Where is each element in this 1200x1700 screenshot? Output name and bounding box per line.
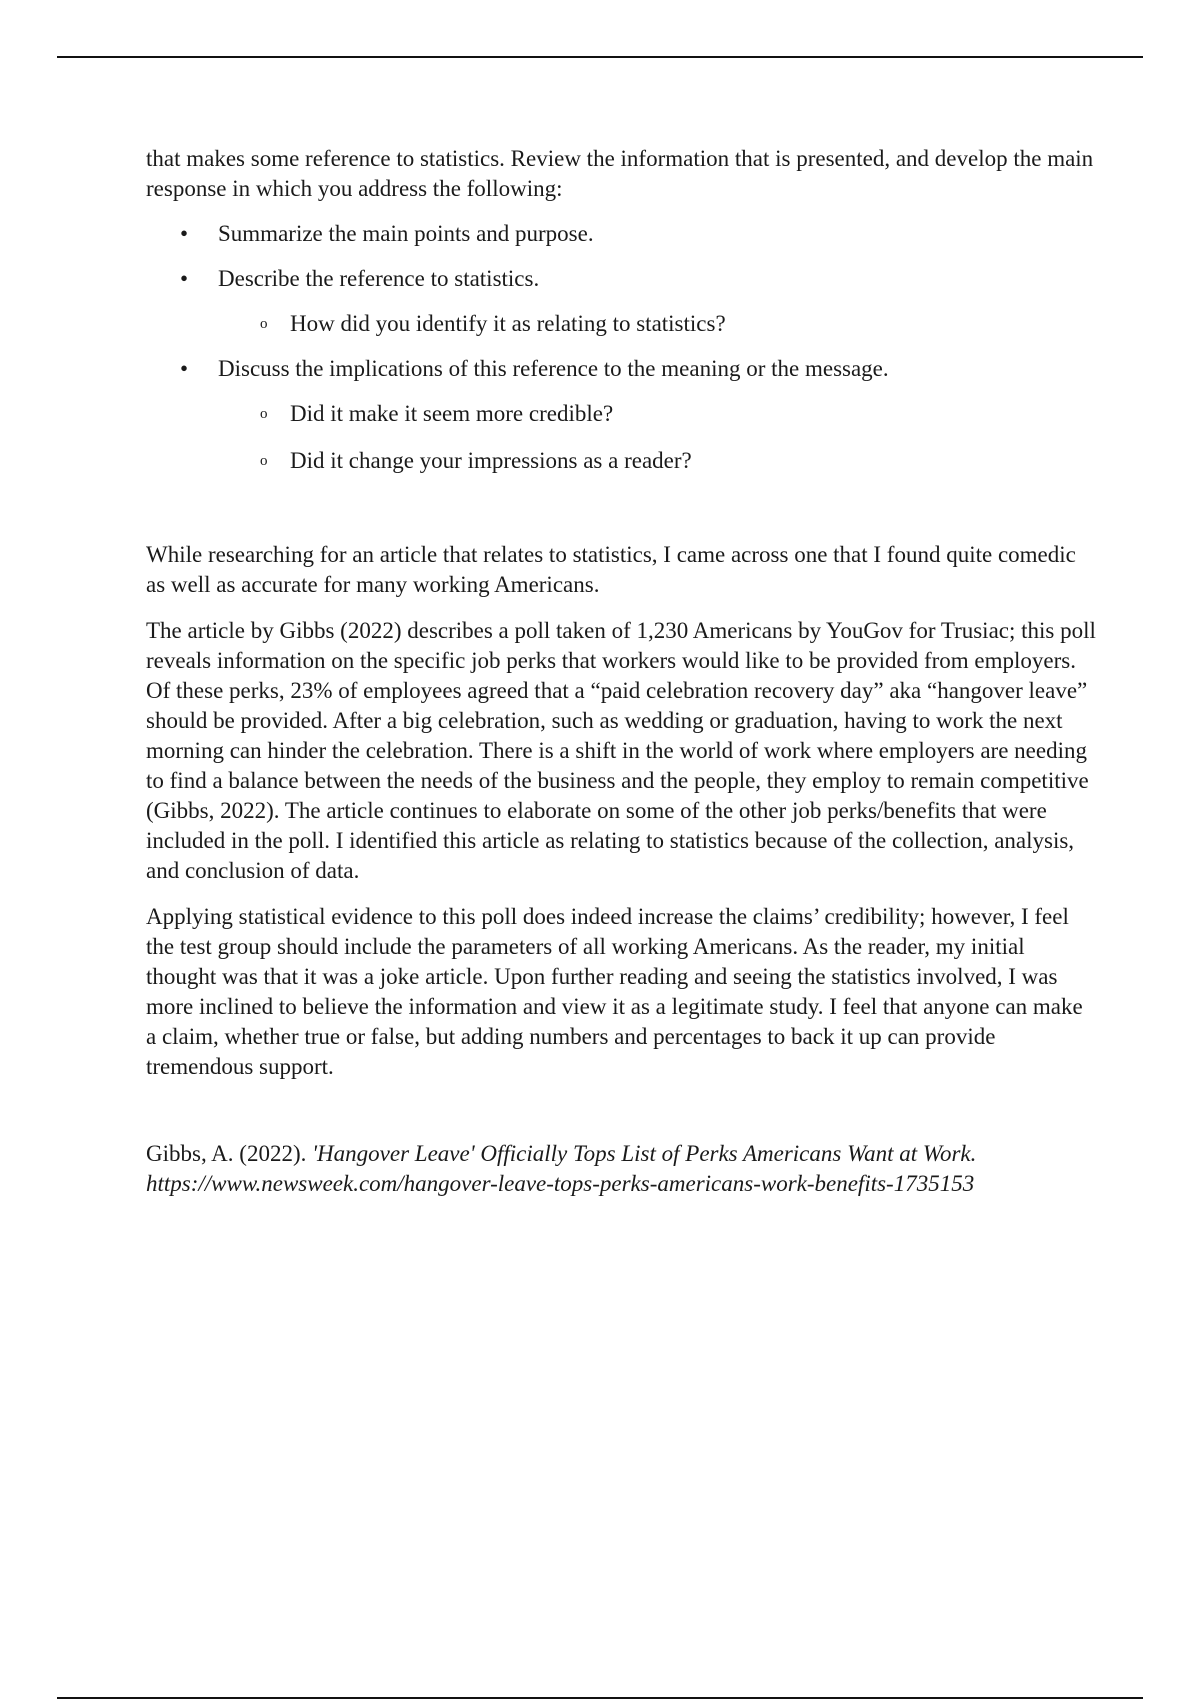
sub-bullet-text: Did it make it seem more credible? xyxy=(290,401,614,426)
bullet-marker: • xyxy=(180,356,189,381)
sub-bullet-marker: o xyxy=(260,453,268,469)
bullet-item xyxy=(146,219,1096,249)
response-section xyxy=(146,540,1096,1082)
reference-author-year: Gibbs, A. (2022). xyxy=(146,1141,313,1166)
response-paragraph: While researching for an article that relates to statistics, I came across one that I found quite comedic as well as accurate for many working Americans. xyxy=(146,542,1076,597)
bullet-text: Describe the reference to statistics. xyxy=(218,266,540,291)
sub-bullet-list xyxy=(218,309,1096,339)
sub-bullet-marker: o xyxy=(260,316,268,332)
bullet-marker: • xyxy=(180,221,189,246)
document-body xyxy=(146,144,1096,1199)
reference-entry xyxy=(146,1139,1096,1199)
prompt-intro: that makes some reference to statistics. Review the information that is presented, and develop the main response in which you address the following: xyxy=(146,146,1094,201)
sub-bullet-item xyxy=(218,309,1096,339)
sub-bullet-list xyxy=(218,399,1096,476)
sub-bullet-text: Did it change your impressions as a reader? xyxy=(290,448,692,473)
bullet-item xyxy=(146,354,1096,476)
sub-bullet-item xyxy=(218,446,1096,476)
top-rule xyxy=(57,56,1143,58)
response-paragraph: The article by Gibbs (2022) describes a poll taken of 1,230 Americans by YouGov for Trusiac; this poll reveals information on the specific job perks that workers would like to be provided from employers. Of these perks, 23% of employees agreed that a “paid celebration recovery day” aka “hangover leave” should be provided. After a big celebration, such as wedding or graduation, having to work the next morning can hinder the celebration. There is a shift in the world of work where employers are needing to find a balance between the needs of the business and the people, they employ to remain competitive (Gibbs, 2022). The article continues to elaborate on some of the other job perks/benefits that were included in the poll. I identified this article as relating to statistics because of the collection, analysis, and conclusion of data. xyxy=(146,618,1096,883)
bullet-text: Summarize the main points and purpose. xyxy=(218,221,594,246)
sub-bullet-marker: o xyxy=(260,406,268,422)
reference-title: 'Hangover Leave' Officially Tops List of Perks Americans Want at Work. xyxy=(312,1141,977,1166)
response-paragraph: Applying statistical evidence to this poll does indeed increase the claims’ credibility; however, I feel the test group should include the parameters of all working Americans. As the reader, my initial thought was that it was a joke article. Upon further reading and seeing the statistics involved, I was more inclined to believe the information and view it as a legitimate study. I feel that anyone can make a claim, whether true or false, but adding numbers and percentages to back it up can provide tremendous support. xyxy=(146,904,1083,1079)
bottom-rule xyxy=(57,1697,1143,1699)
prompt-bullet-list xyxy=(146,219,1096,476)
sub-bullet-text: How did you identify it as relating to statistics? xyxy=(290,311,726,336)
bullet-item xyxy=(146,264,1096,339)
reference-url: https://www.newsweek.com/hangover-leave-tops-perks-americans-work-benefits-1735153 xyxy=(146,1171,975,1196)
bullet-text: Discuss the implications of this reference to the meaning or the message. xyxy=(218,356,889,381)
bullet-marker: • xyxy=(180,266,189,291)
sub-bullet-item xyxy=(218,399,1096,429)
